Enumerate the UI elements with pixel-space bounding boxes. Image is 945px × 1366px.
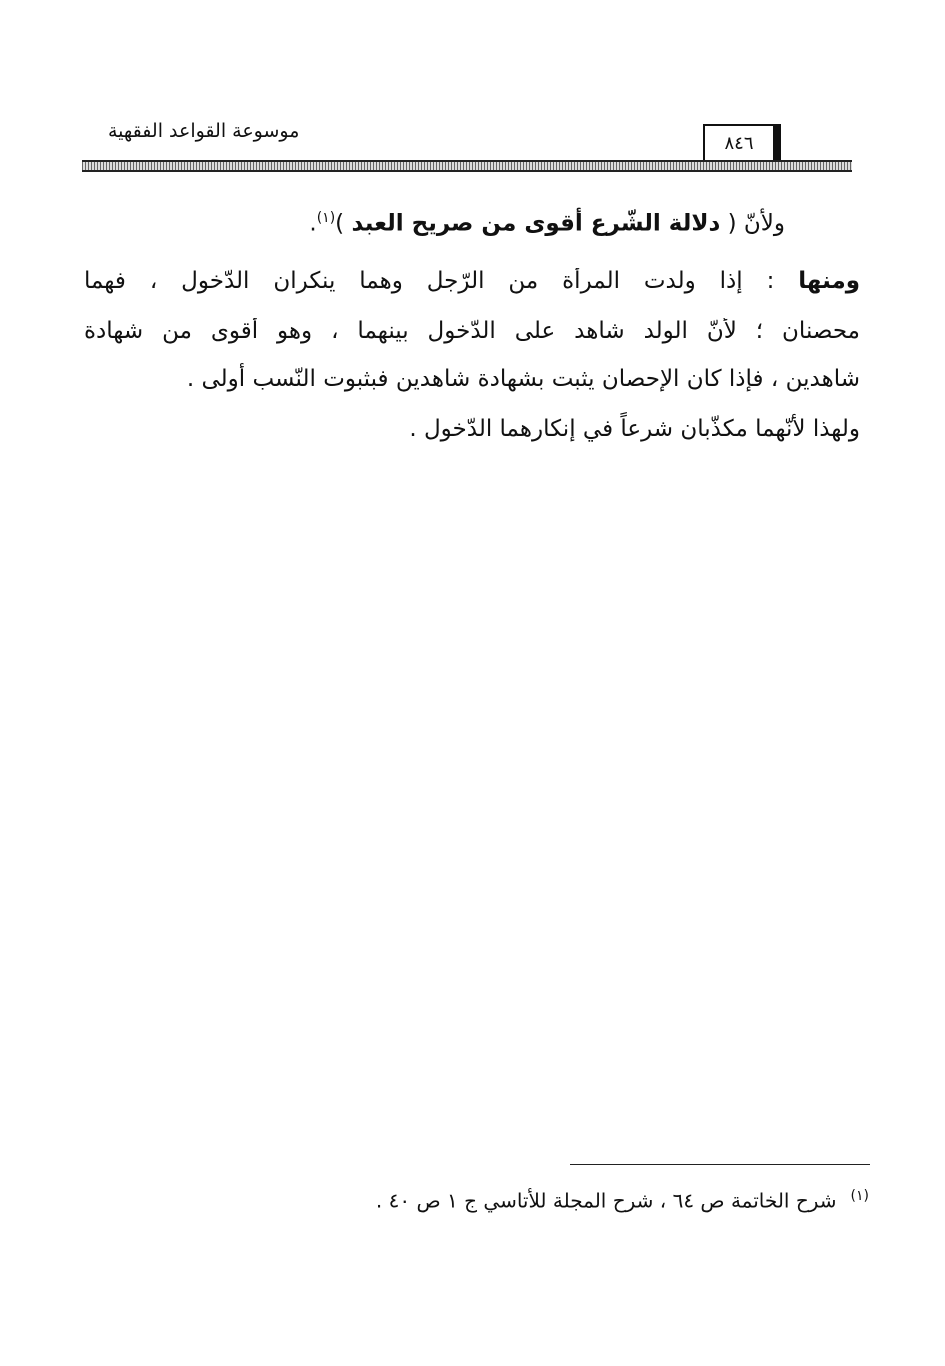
- footnote-rule: [570, 1164, 870, 1165]
- footnote-reference: (١): [316, 210, 336, 226]
- running-title: موسوعة القواعد الفقهية: [108, 120, 300, 142]
- footnote-marker: (١): [850, 1188, 869, 1204]
- line1-end: .: [309, 210, 317, 237]
- footnote: [376, 1188, 869, 1213]
- header-rule: [82, 160, 852, 172]
- body-line-1: [309, 210, 785, 237]
- line2-lead-word: ومنها: [798, 268, 860, 294]
- line1-suffix: ): [335, 210, 345, 237]
- line2-text: : إذا ولدت المرأة من الرّجل وهما ينكران الدّخول ، فهما: [84, 268, 775, 294]
- line1-prefix: ولأنّ (: [727, 210, 785, 237]
- body-line-2: [84, 268, 860, 302]
- footnote-text: شرح الخاتمة ص ٦٤ ، شرح المجلة للأتاسي ج ١ ص ٤٠ .: [375, 1188, 837, 1213]
- body-line-4: شاهدين ، فإذا كان الإحصان يثبت بشهادة شاهدين فبثبوت النّسب أولى .: [186, 366, 860, 392]
- body-line-5: ولهذا لأنّهما مكذّبان شرعاً في إنكارهما الدّخول .: [409, 416, 860, 442]
- page-number: ٨٤٦: [703, 124, 781, 162]
- body-line-3: محصنان ؛ لأنّ الولد شاهد على الدّخول بينهما ، وهو أقوى من شهادة: [84, 318, 860, 344]
- line1-bold-phrase: دلالة الشّرع أقوى من صريح العبد: [351, 210, 721, 237]
